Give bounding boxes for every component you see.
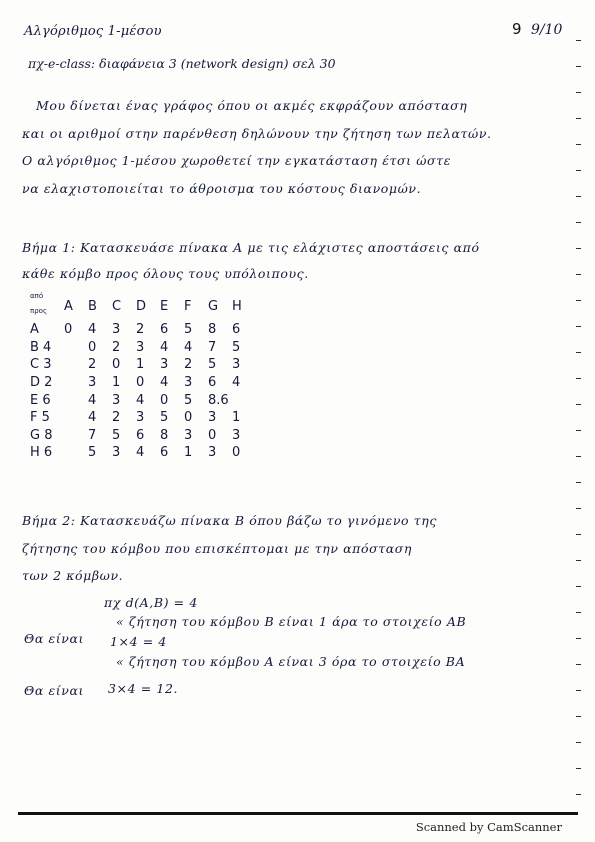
matrix-cell: 5 bbox=[208, 357, 217, 373]
matrix-cell bbox=[64, 427, 88, 445]
matrix-cell: 2 bbox=[112, 339, 121, 355]
example-calc-2: 3×4 = 12. bbox=[108, 681, 179, 696]
table-row bbox=[30, 444, 256, 462]
column-header: F bbox=[184, 298, 192, 314]
matrix-cell: 3 bbox=[208, 410, 217, 426]
example-distance: πχ d(A,B) = 4 bbox=[104, 595, 198, 610]
matrix-cell: 6 bbox=[232, 322, 241, 338]
matrix-cell: 8 bbox=[160, 427, 169, 443]
table-row bbox=[30, 339, 256, 357]
matrix-cell: 3 bbox=[160, 357, 169, 373]
matrix-cell bbox=[64, 409, 88, 427]
matrix-cell: 4 bbox=[88, 392, 97, 408]
page-fraction: 9/10 bbox=[531, 22, 563, 38]
margin-tick bbox=[576, 274, 581, 275]
matrix-cell: 3 bbox=[232, 427, 241, 443]
margin-tick bbox=[576, 612, 581, 613]
matrix-cell: 5 bbox=[184, 322, 193, 338]
column-header: E bbox=[160, 298, 169, 314]
intro-line-4: να ελαχιστοποιείται το άθροισμα του κόστους διανομών. bbox=[22, 181, 422, 196]
matrix-cell: 6 bbox=[136, 427, 145, 443]
distance-matrix bbox=[30, 291, 256, 462]
margin-tick bbox=[576, 352, 581, 353]
matrix-cell: 0 bbox=[208, 427, 217, 443]
matrix-cell: 2 bbox=[88, 357, 97, 373]
step2-line-2: ζήτησης του κόμβου που επισκέπτομαι με την απόσταση bbox=[22, 541, 412, 556]
matrix-cell bbox=[64, 374, 88, 392]
matrix-cell: 6 bbox=[208, 375, 217, 391]
margin-tick bbox=[576, 196, 581, 197]
matrix-cell: 4 bbox=[160, 375, 169, 391]
margin-tick bbox=[576, 40, 581, 41]
matrix-cell bbox=[64, 444, 88, 462]
margin-tick bbox=[576, 118, 581, 119]
margin-tick bbox=[576, 560, 581, 561]
matrix-cell: 3 bbox=[208, 445, 217, 461]
margin-tick bbox=[576, 508, 581, 509]
margin-tick bbox=[576, 664, 581, 665]
column-header: B bbox=[88, 298, 97, 314]
page-number: 9 bbox=[512, 20, 522, 38]
matrix-cell: 0 bbox=[64, 322, 73, 338]
column-header: D bbox=[136, 298, 147, 314]
matrix-cell: 3 bbox=[112, 392, 121, 408]
matrix-cell: 3 bbox=[184, 427, 193, 443]
table-row bbox=[30, 427, 256, 445]
margin-tick bbox=[576, 430, 581, 431]
margin-tick bbox=[576, 300, 581, 301]
step1-line-2: κάθε κόμβο προς όλους τους υπόλοιπους. bbox=[22, 266, 309, 281]
matrix-cell: 4 bbox=[88, 322, 97, 338]
margin-tick bbox=[576, 638, 581, 639]
matrix-cell: 4 bbox=[136, 445, 145, 461]
matrix-cell: 2 bbox=[136, 322, 145, 338]
corner-from-label: από bbox=[30, 292, 44, 300]
matrix-cell: 3 bbox=[136, 410, 145, 426]
column-header: A bbox=[64, 298, 73, 314]
row-label: G 8 bbox=[30, 427, 53, 443]
step2-line-1: Βήμα 2: Κατασκευάζω πίνακα B όπου βάζω το γινόμενο της bbox=[22, 513, 437, 528]
matrix-cell: 1 bbox=[184, 445, 193, 461]
example-line-b: « ζήτηση του κόμβου A είναι 3 όρα το στοιχείο BA bbox=[116, 654, 466, 669]
step1-line-1: Βήμα 1: Κατασκευάσε πίνακα A με τις ελάχιστες αποστάσεις από bbox=[22, 240, 480, 255]
margin-tick bbox=[576, 404, 581, 405]
matrix-cell: 6 bbox=[160, 322, 169, 338]
column-header: C bbox=[112, 298, 122, 314]
table-row bbox=[30, 391, 256, 409]
margin-tick bbox=[576, 716, 581, 717]
margin-tick bbox=[576, 586, 581, 587]
matrix-cell: 4 bbox=[136, 392, 145, 408]
matrix-cell: 4 bbox=[88, 410, 97, 426]
page-title: Αλγόριθμος 1-μέσου bbox=[24, 24, 162, 39]
margin-tick bbox=[576, 456, 581, 457]
matrix-cell: 4 bbox=[184, 339, 193, 355]
margin-tick bbox=[576, 222, 581, 223]
matrix-cell: 1 bbox=[112, 375, 121, 391]
subtitle: πχ-e-class: διαφάνεια 3 (network design) σελ 30 bbox=[28, 56, 336, 71]
corner-to-label: προς bbox=[30, 307, 48, 315]
matrix-cell: 3 bbox=[232, 357, 241, 373]
column-header: H bbox=[232, 298, 242, 314]
margin-tick bbox=[576, 794, 581, 795]
intro-line-1: Μου δίνεται ένας γράφος όπου οι ακμές εκφράζουν απόσταση bbox=[36, 98, 468, 113]
matrix-cell: 5 bbox=[184, 392, 193, 408]
table-row bbox=[30, 321, 256, 339]
scanner-watermark: Scanned by CamScanner bbox=[415, 820, 562, 834]
matrix-header-row bbox=[30, 291, 256, 321]
matrix-cell: 0 bbox=[160, 392, 169, 408]
row-label: C 3 bbox=[30, 357, 52, 373]
margin-tick bbox=[576, 690, 581, 691]
row-label: E 6 bbox=[30, 392, 51, 408]
table-row bbox=[30, 374, 256, 392]
matrix-cell: 2 bbox=[184, 357, 193, 373]
row-label: B 4 bbox=[30, 339, 52, 355]
matrix-cell: 0 bbox=[184, 410, 193, 426]
margin-tick bbox=[576, 66, 581, 67]
matrix-cell: 3 bbox=[112, 322, 121, 338]
matrix-cell: 4 bbox=[232, 375, 241, 391]
matrix-cell: 3 bbox=[184, 375, 193, 391]
matrix-cell: 0 bbox=[136, 375, 145, 391]
matrix-cell: 0 bbox=[232, 445, 241, 461]
matrix-cell: 0 bbox=[88, 339, 97, 355]
intro-line-3: Ο αλγόριθμος 1-μέσου χωροθετεί την εγκατάσταση έτσι ώστε bbox=[22, 153, 452, 168]
matrix-cell: 5 bbox=[88, 445, 97, 461]
matrix-cell: 1 bbox=[232, 410, 241, 426]
row-label: D 2 bbox=[30, 375, 53, 391]
step2-line-3: των 2 κόμβων. bbox=[22, 568, 124, 583]
example-will-be: Θα είναι bbox=[24, 631, 85, 646]
matrix-cell: 3 bbox=[88, 375, 97, 391]
example-will-be-2: Θα είναι bbox=[24, 683, 85, 698]
margin-tick bbox=[576, 482, 581, 483]
margin-tick bbox=[576, 742, 581, 743]
column-header: G bbox=[208, 298, 219, 314]
matrix-cell: 5 bbox=[232, 339, 241, 355]
matrix-cell bbox=[64, 391, 88, 409]
matrix-cell bbox=[64, 339, 88, 357]
matrix-cell: 1 bbox=[136, 357, 145, 373]
matrix-cell: 0 bbox=[112, 357, 121, 373]
matrix-cell: 3 bbox=[136, 339, 145, 355]
margin-tick bbox=[576, 534, 581, 535]
example-calc-1: 1×4 = 4 bbox=[110, 634, 167, 649]
table-row bbox=[30, 409, 256, 427]
row-label: F 5 bbox=[30, 410, 50, 426]
margin-tick bbox=[576, 326, 581, 327]
matrix-cell: 7 bbox=[88, 427, 97, 443]
row-label: A bbox=[30, 322, 39, 338]
matrix-cell: 8.6 bbox=[208, 392, 229, 408]
margin-tick bbox=[576, 248, 581, 249]
margin-tick bbox=[576, 92, 581, 93]
matrix-cell: 5 bbox=[112, 427, 121, 443]
margin-tick bbox=[576, 378, 581, 379]
matrix-cell: 8 bbox=[208, 322, 217, 338]
matrix-cell bbox=[232, 391, 256, 409]
matrix-cell: 4 bbox=[160, 339, 169, 355]
matrix-cell: 2 bbox=[112, 410, 121, 426]
matrix-cell: 5 bbox=[160, 410, 169, 426]
matrix-cell bbox=[64, 356, 88, 374]
intro-line-2: και οι αριθμοί στην παρένθεση δηλώνουν την ζήτηση των πελατών. bbox=[22, 126, 492, 141]
row-label: H 6 bbox=[30, 445, 53, 461]
bottom-edge bbox=[18, 812, 578, 815]
margin-tick bbox=[576, 768, 581, 769]
example-line-a: « ζήτηση του κόμβου B είναι 1 άρα το στοιχείο AB bbox=[116, 614, 467, 629]
table-row bbox=[30, 356, 256, 374]
matrix-cell: 7 bbox=[208, 339, 217, 355]
matrix-cell: 3 bbox=[112, 445, 121, 461]
matrix-cell: 6 bbox=[160, 445, 169, 461]
margin-tick bbox=[576, 170, 581, 171]
margin-tick bbox=[576, 144, 581, 145]
matrix-corner bbox=[30, 291, 58, 321]
